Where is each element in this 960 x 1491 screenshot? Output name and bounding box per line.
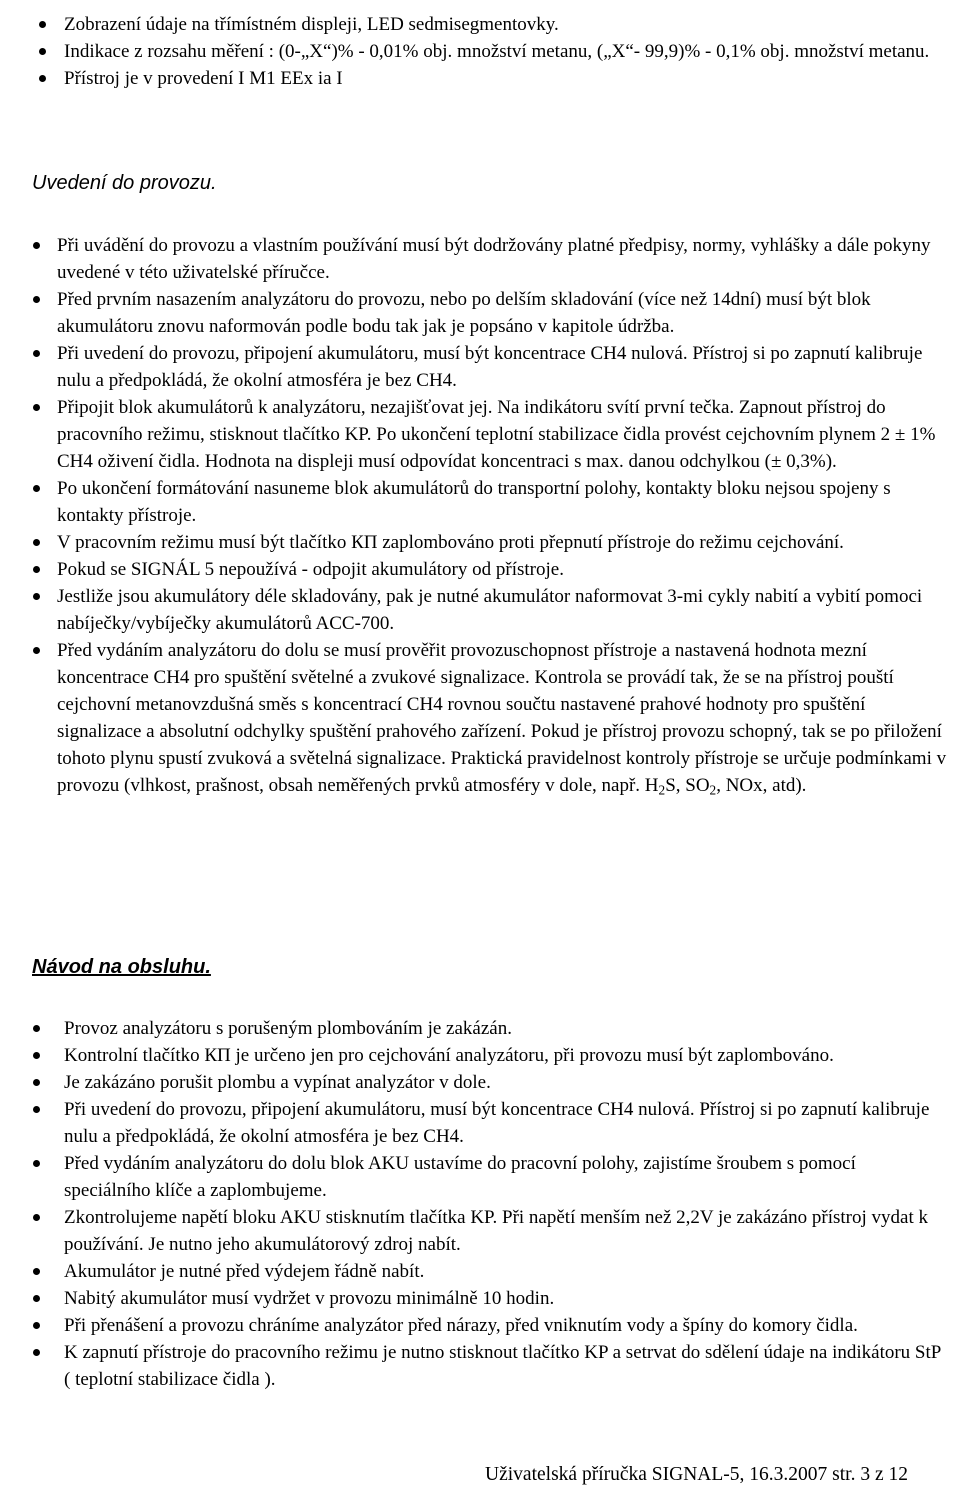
list-item	[64, 1069, 944, 1096]
bullet-icon	[33, 1204, 40, 1221]
list-item	[64, 65, 944, 92]
subscript: 2	[658, 782, 666, 798]
bullet-icon	[33, 1015, 40, 1032]
navod-bullet-list	[64, 1015, 944, 1393]
bullet-icon	[33, 1069, 40, 1086]
bullet-icon	[33, 556, 40, 573]
bullet-icon	[33, 232, 40, 249]
bullet-icon	[33, 1258, 40, 1275]
bullet-icon	[33, 340, 40, 357]
bullet-icon	[33, 394, 40, 411]
bullet-icon	[33, 1312, 40, 1329]
list-item	[64, 1258, 944, 1285]
bullet-icon	[33, 583, 40, 600]
list-item-text: Při uvedení do provozu, připojení akumulátoru, musí být koncentrace CH4 nulová. Přístroj si po zapnutí kalibruje nulu a předpokládá, že okolní atmosféra je bez CH4.	[64, 1099, 930, 1147]
top-bullet-list	[64, 11, 944, 92]
section-heading-uvedeni: Uvedení do provozu.	[32, 172, 217, 194]
bullet-icon	[33, 529, 40, 546]
bullet-icon	[33, 1339, 40, 1356]
list-item-text: Kontrolní tlačítko КП je určeno jen pro cejchování analyzátoru, při provozu musí být zaplombováno.	[64, 1045, 834, 1066]
list-item	[57, 286, 947, 340]
list-item	[64, 1096, 944, 1150]
list-item-text: Jestliže jsou akumulátory déle skladovány, pak je nutné akumulátor naformovat 3-mi cykly nabití a vybití pomoci nabíječky/vybíječky akumulátorů ACC-700.	[57, 586, 923, 634]
bullet-icon	[33, 637, 40, 654]
list-item	[57, 637, 947, 799]
list-item-text: Indikace z rozsahu měření : (0-„X“)% - 0,01% obj. množství metanu, („X“- 99,9)% - 0,1% obj. množství metanu.	[64, 41, 930, 62]
subscript: 2	[709, 782, 717, 798]
list-item-text: S, SO	[665, 775, 710, 796]
list-item-text: Zkontrolujeme napětí bloku AKU stisknutím tlačítka KP. Při napětí menším než 2,2V je zakázáno přístroj vydat k používání. Je nutno jeho akumulátorový zdroj nabít.	[64, 1207, 928, 1255]
list-item-text: , NOx, atd).	[716, 775, 807, 796]
list-item-text: Pokud se SIGNÁL 5 nepoužívá - odpojit akumulátory od přístroje.	[57, 559, 564, 580]
bullet-icon	[33, 1096, 40, 1113]
list-item	[64, 11, 944, 38]
list-item	[64, 1204, 944, 1258]
bullet-icon	[39, 38, 46, 55]
list-item	[57, 340, 947, 394]
uvedeni-bullet-list	[57, 232, 947, 799]
bullet-icon	[33, 475, 40, 492]
list-item-text: Po ukončení formátování nasuneme blok akumulátorů do transportní polohy, kontakty bloku nejsou spojeny s kontakty přístroje.	[57, 478, 891, 526]
list-item	[64, 1150, 944, 1204]
list-item	[57, 394, 947, 475]
list-item	[64, 1312, 944, 1339]
list-item-text: Při uvádění do provozu a vlastním používání musí být dodržovány platné předpisy, normy, vyhlášky a dále pokyny uvedené v této uživatelské příručce.	[57, 235, 931, 283]
list-item-text: Provoz analyzátoru s porušeným plombováním je zakázán.	[64, 1018, 512, 1039]
list-item	[64, 1285, 944, 1312]
list-item-text: V pracovním režimu musí být tlačítko КП zaplombováno proti přepnutí přístroje do režimu cejchování.	[57, 532, 844, 553]
list-item-text: Před vydáním analyzátoru do dolu blok AKU ustavíme do pracovní polohy, zajistíme šroubem s pomocí speciálního klíče a zaplombujeme.	[64, 1153, 856, 1201]
list-item-text: Před prvním nasazením analyzátoru do provozu, nebo po delším skladování (více než 14dní) musí být blok akumulátoru znovu naformován podle bodu tak jak je popsáno v kapitole údržba.	[57, 289, 871, 337]
bullet-icon	[33, 1042, 40, 1059]
list-item-text: Přístroj je v provedení I M1 EEx ia I	[64, 68, 343, 89]
section-heading-navod: Návod na obsluhu.	[32, 956, 211, 978]
list-item	[64, 1015, 944, 1042]
list-item-text: K zapnutí přístroje do pracovního režimu je nutno stisknout tlačítko KP a setrvat do sdělení údaje na indikátoru StP ( teplotní stabilizace čidla ).	[64, 1342, 941, 1390]
list-item	[57, 475, 947, 529]
page-footer: Uživatelská příručka SIGNAL-5, 16.3.2007 str. 3 z 12	[485, 1464, 908, 1485]
list-item-text: Při přenášení a provozu chráníme analyzátor před nárazy, před vniknutím vody a špíny do komory čidla.	[64, 1315, 858, 1336]
list-item-text: Akumulátor je nutné před výdejem řádně nabít.	[64, 1261, 425, 1282]
list-item-text: Nabitý akumulátor musí vydržet v provozu minimálně 10 hodin.	[64, 1288, 555, 1309]
list-item	[57, 232, 947, 286]
list-item	[57, 529, 947, 556]
list-item	[57, 556, 947, 583]
bullet-icon	[33, 286, 40, 303]
bullet-icon	[33, 1150, 40, 1167]
bullet-icon	[39, 65, 46, 82]
list-item	[64, 1042, 944, 1069]
list-item	[64, 38, 944, 65]
list-item	[64, 1339, 944, 1393]
list-item-text: Zobrazení údaje na třímístném displeji, LED sedmisegmentovky.	[64, 14, 559, 35]
list-item-text: Připojit blok akumulátorů k analyzátoru, nezajišťovat jej. Na indikátoru svítí první tečka. Zapnout přístroj do pracovního režimu, stisknout tlačítko KP. Po ukončení teplotní stabilizace čidla provést cejchovním plynem 2 ± 1% CH4 oživení čidla. Hodnota na displeji musí odpovídat koncentraci s max. danou odchylkou (± 0,3%).	[57, 397, 936, 472]
list-item	[57, 583, 947, 637]
bullet-icon	[33, 1285, 40, 1302]
list-item-text: Při uvedení do provozu, připojení akumulátoru, musí být koncentrace CH4 nulová. Přístroj si po zapnutí kalibruje nulu a předpokládá, že okolní atmosféra je bez CH4.	[57, 343, 923, 391]
list-item-text: Před vydáním analyzátoru do dolu se musí prověřit provozuschopnost přístroje a nastavená hodnota mezní koncentrace CH4 pro spuštění světelné a zvukové signalizace. Kontrola se provádí tak, že se na přístroj pouští cejchovní metanovzdušná směs s koncentrací CH4 rovnou součtu nastavené prahové hodnoty pro spuštění signalizace a absolutní odchylky spuštění prahového zařízení. Pokud je přístroj provozu schopný, tak se po přiložení tohoto plynu spustí zvuková a světelná signalizace. Praktická pravidelnost kontroly přístroje se určuje podmínkami v provozu (vlhkost, prašnost, obsah neměřených prvků atmosféry v dole, např. H	[57, 640, 947, 796]
bullet-icon	[39, 11, 46, 28]
list-item-text: Je zakázáno porušit plombu a vypínat analyzátor v dole.	[64, 1072, 491, 1093]
